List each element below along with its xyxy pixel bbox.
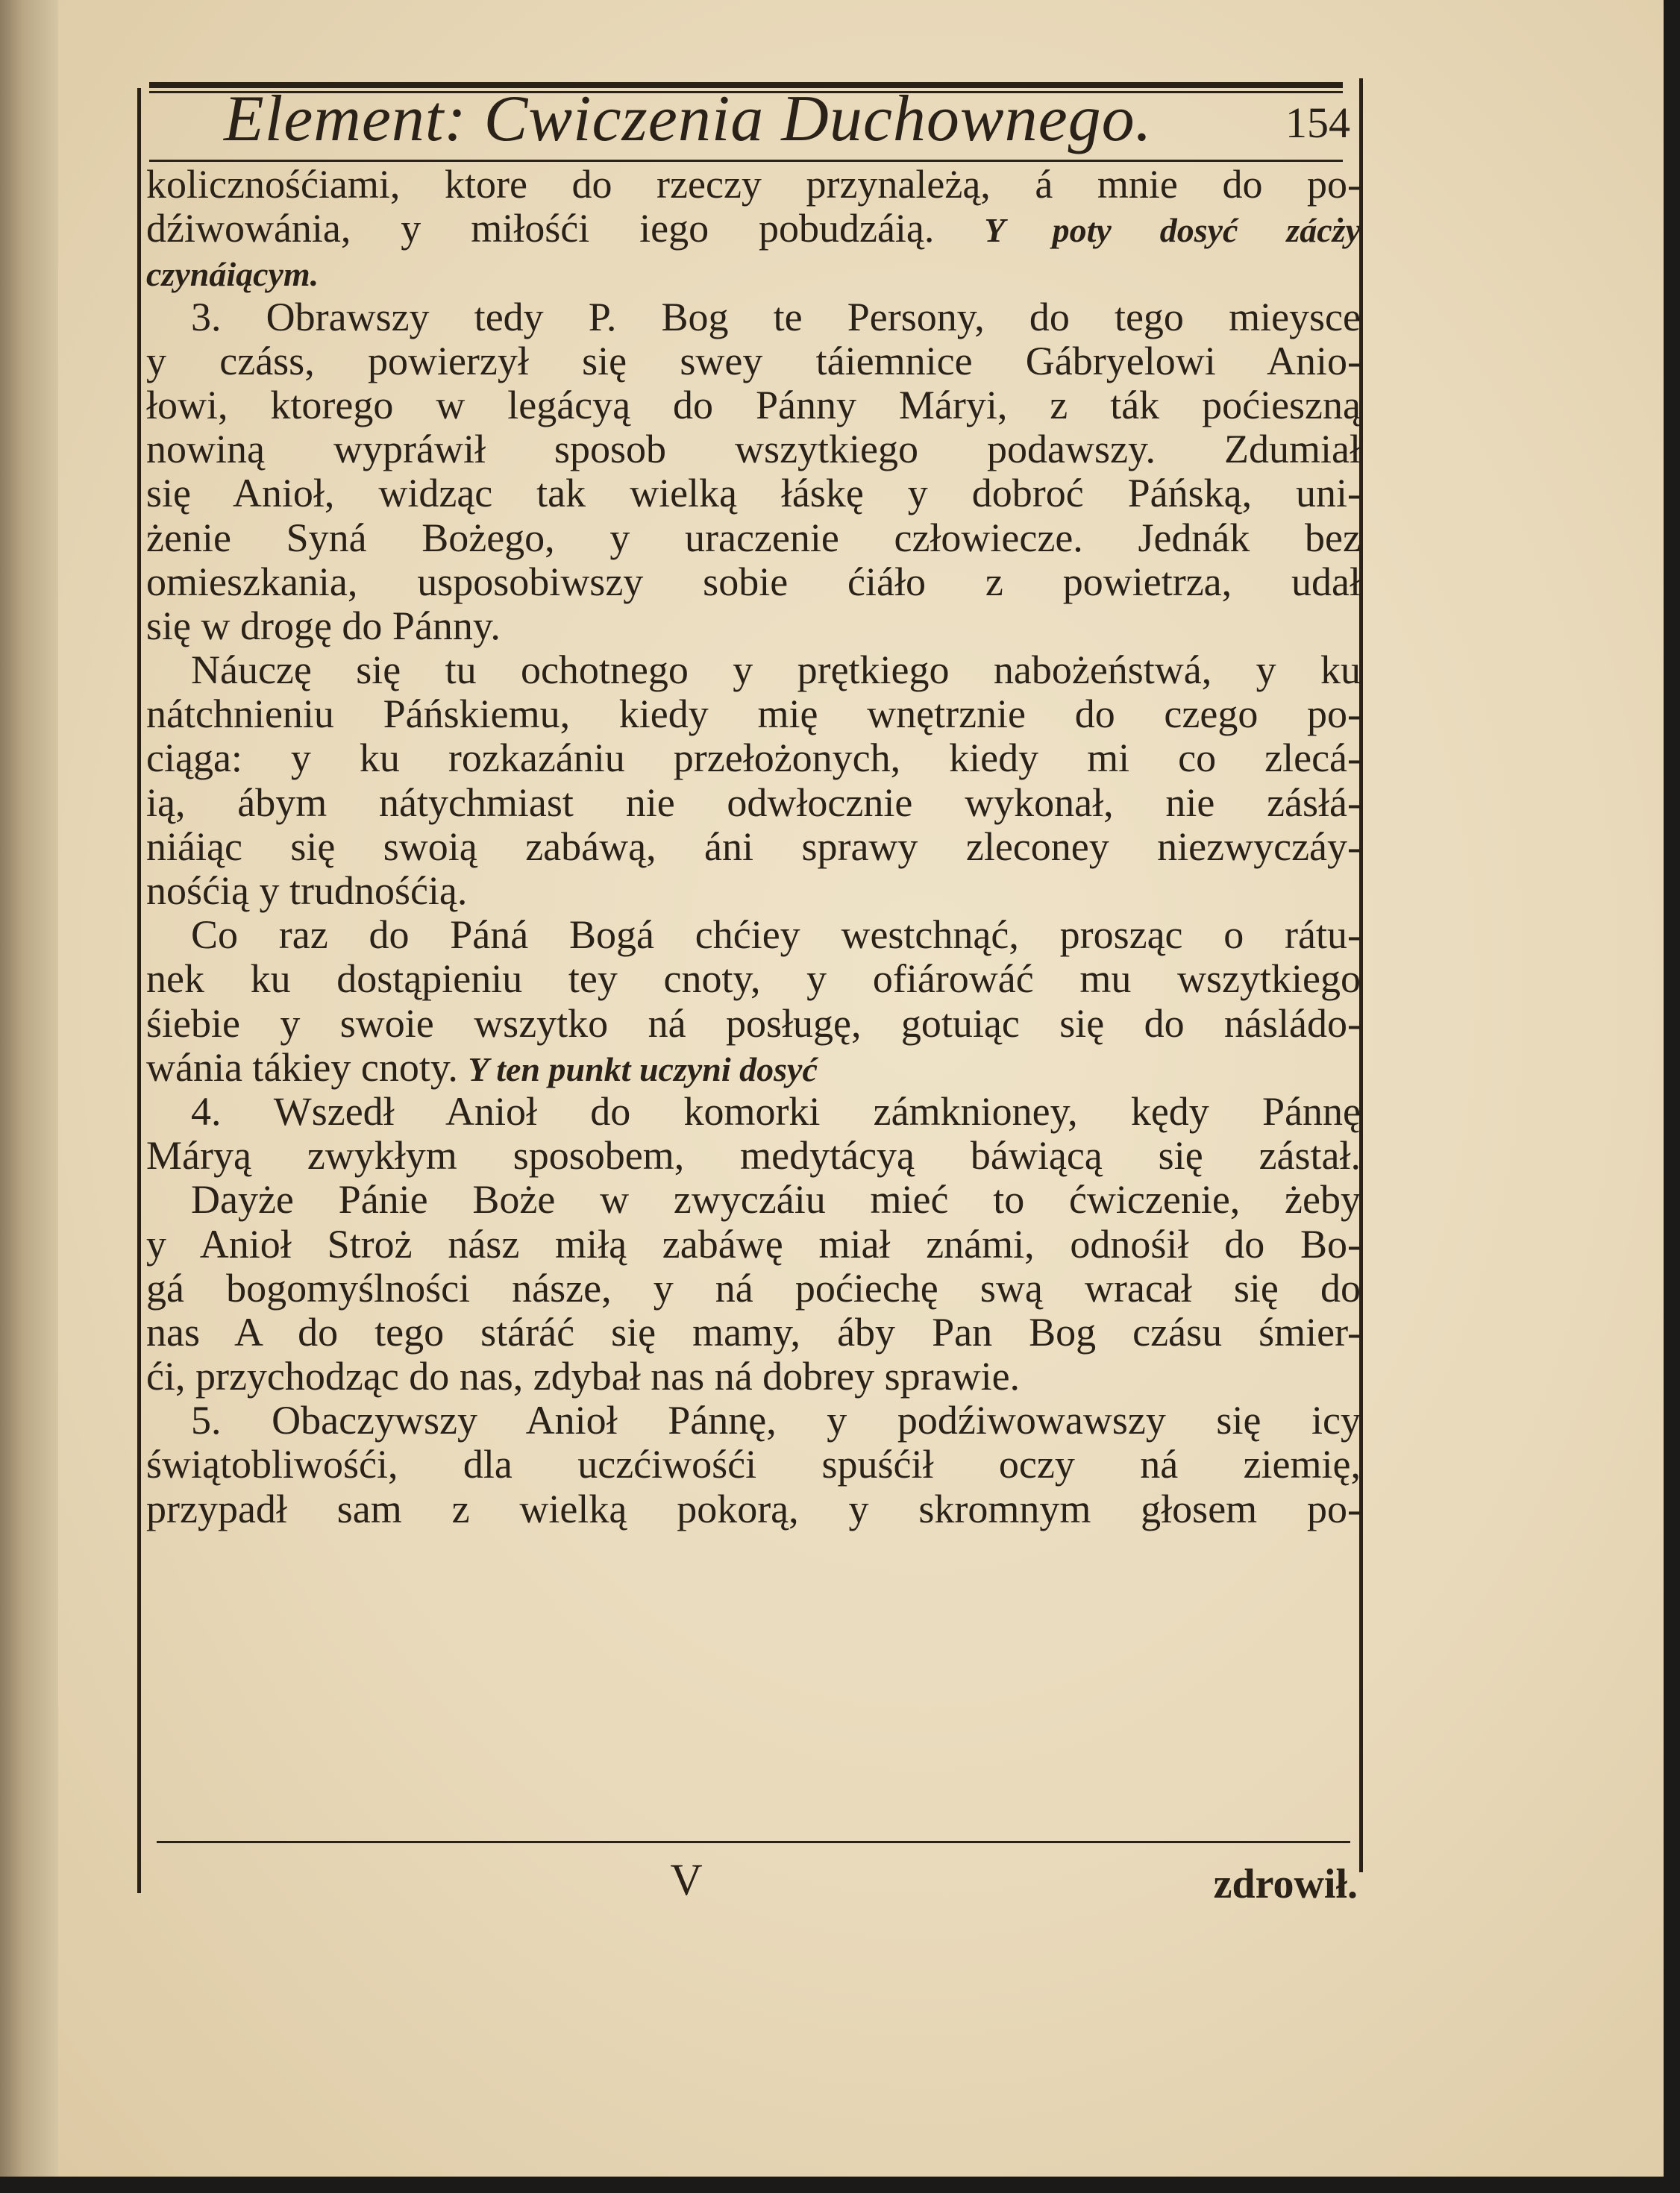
text-line — [146, 1355, 1361, 1399]
text-line — [146, 1223, 1361, 1267]
text-line — [146, 251, 1361, 295]
text-line — [146, 648, 1361, 692]
italic-rubric: Y ten punkt uczyni dosyć — [468, 1050, 818, 1088]
text-line — [146, 957, 1361, 1001]
text-line — [146, 736, 1361, 780]
line-text: kolicznośćiami, ktore do rzeczy przynależą, á mnie do po- — [146, 163, 1361, 207]
line-text: Máryą zwykłym sposobem, medytácyą báwiącą się zástał. — [146, 1134, 1361, 1179]
line-text: nas A do tego stáráć się mamy, áby Pan Bog czásu śmier- — [146, 1310, 1361, 1355]
text-line — [146, 1399, 1361, 1443]
text-line — [146, 427, 1361, 471]
line-text: omieszkania, usposobiwszy sobie ćiáło z powietrza, udał — [146, 559, 1361, 604]
text-line — [146, 207, 1361, 251]
line-text: się Anioł, widząc tak wielką łáskę y dobroć Páńską, uni- — [146, 471, 1361, 516]
frame-rule-left — [137, 88, 141, 1893]
line-text: nośćią y trudnośćią. — [146, 869, 468, 913]
scan-edge-right — [1664, 0, 1680, 2193]
text-line — [146, 1311, 1361, 1355]
line-text: nowiną wypráwił sposob wszytkiego podawszy. Zdumiał — [146, 427, 1361, 472]
text-line — [146, 1090, 1361, 1134]
italic-rubric: Y poty dosyć zácży — [984, 211, 1361, 250]
frame-rule-bottom — [157, 1841, 1350, 1843]
text-line — [146, 163, 1361, 207]
italic-rubric: czynáiącym. — [146, 255, 319, 294]
text-line — [146, 869, 1361, 913]
text-line — [146, 1267, 1361, 1311]
page-number: 154 — [1285, 98, 1350, 147]
line-text: Dayże Pánie Boże w zwyczáiu mieć to ćwiczenie, żeby — [191, 1178, 1361, 1223]
line-text: nek ku dostąpieniu tey cnoty, y ofiárowáć mu wszytkiego — [146, 957, 1361, 1002]
signature-mark: V — [670, 1855, 703, 1904]
running-head: Element: Cwiczenia Duchownego. — [224, 83, 1153, 155]
line-text: nátchnieniu Páńskiemu, kiedy mię wnętrznie do czego po- — [146, 692, 1361, 737]
line-text: śiebie y swoie wszytko ná posługę, gotuiąc się do násládo- — [146, 1001, 1361, 1046]
line-text: 5. Obaczywszy Anioł Pánnę, y podźiwowawszy się icy — [191, 1399, 1361, 1443]
text-line — [146, 383, 1361, 427]
text-line — [146, 1002, 1361, 1046]
text-line — [146, 1443, 1361, 1487]
line-text: świątobliwośći, dla uczćiwośći spuśćił oczy ná ziemię, — [146, 1443, 1361, 1487]
text-line — [146, 560, 1361, 604]
text-line — [146, 913, 1361, 957]
text-line — [146, 516, 1361, 560]
line-text: y Anioł Stroż nász miłą zabáwę miał známi, odnośił do Bo- — [146, 1222, 1361, 1267]
line-text: Co raz do Páná Bogá chćiey westchnąć, prosząc o rátu- — [191, 913, 1361, 958]
catchword: zdrowił. — [1213, 1861, 1358, 1907]
line-text: łowi, ktorego w legácyą do Pánny Máryi, z ták poćieszną — [146, 383, 1361, 427]
line-text: 3. Obrawszy tedy P. Bog te Persony, do tego mieysce — [191, 295, 1361, 339]
text-line — [146, 825, 1361, 869]
line-text: przypadł sam z wielką pokorą, y skromnym głosem po- — [146, 1487, 1361, 1531]
text-line — [146, 295, 1361, 339]
text-line — [146, 1046, 1361, 1090]
text-line — [146, 1134, 1361, 1178]
text-line — [146, 604, 1361, 648]
body-text — [146, 163, 1361, 1826]
line-text: niáiąc się swoią zabáwą, áni sprawy zleconey niezwyczáy- — [146, 824, 1361, 869]
text-line — [146, 781, 1361, 825]
text-line — [146, 692, 1361, 736]
text-line — [146, 339, 1361, 383]
line-text: 4. Wszedł Anioł do komorki zámknioney, kędy Pánnę — [191, 1089, 1361, 1134]
line-text: wánia tákiey cnoty. — [146, 1045, 458, 1090]
line-text: się w drogę do Pánny. — [146, 603, 501, 648]
line-text: dźiwowánia, y miłośći iego pobudzáią. — [146, 207, 935, 251]
line-text: ći, przychodząc do nas, zdybał nas ná dobrey sprawie. — [146, 1355, 1021, 1399]
line-text: Náuczę się tu ochotnego y prętkiego nabożeństwá, y ku — [191, 648, 1361, 693]
text-line — [146, 1178, 1361, 1222]
line-text: y czáss, powierzył się swey táiemnice Gábryelowi Anio- — [146, 339, 1361, 383]
text-line — [146, 1487, 1361, 1531]
line-text: żenie Syná Bożego, y uraczenie człowiecze. Jednák bez — [146, 515, 1361, 560]
line-text: ciąga: y ku rozkazániu przełożonych, kiedy mi co zlecá- — [146, 736, 1361, 781]
scan-edge-bottom — [0, 2177, 1680, 2193]
binding-gutter — [0, 0, 58, 2193]
text-line — [146, 471, 1361, 515]
line-text: gá bogomyślności násze, y ná poćiechę swą wracał się do — [146, 1266, 1361, 1311]
line-text: ią, ábym nátychmiast nie odwłocznie wykonał, nie zásłá- — [146, 780, 1361, 825]
